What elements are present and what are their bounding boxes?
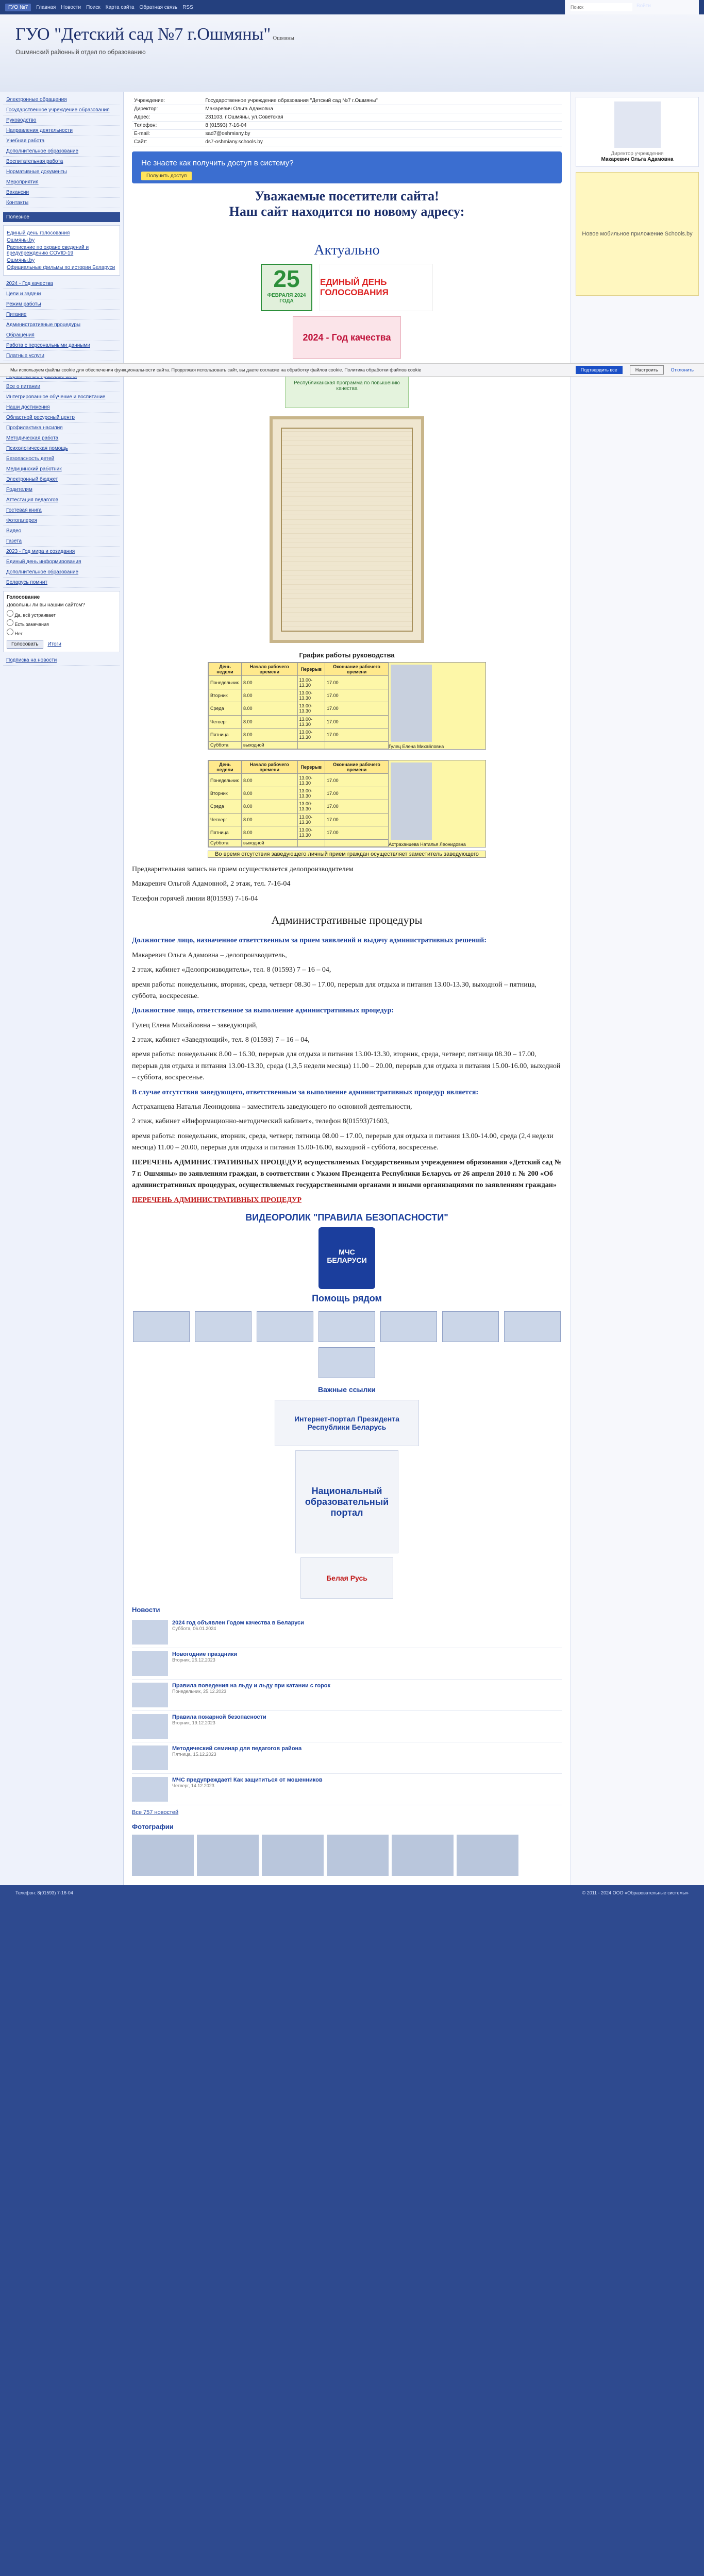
schedule-cell: выходной	[241, 839, 297, 846]
photo-thumb[interactable]	[132, 1835, 194, 1876]
info-row	[132, 97, 562, 105]
intro-text: Макаревич Ольгой Адамовной, 2 этаж, тел. 7-16-04	[132, 880, 291, 888]
sidebar-menu-item[interactable]: Питание	[3, 310, 120, 320]
sidebar-item[interactable]: Направления деятельности	[3, 126, 120, 136]
info-label: Телефон:	[132, 122, 203, 130]
sidebar-item[interactable]: Учебная работа	[3, 136, 120, 146]
poll-results-link[interactable]: Итоги	[47, 641, 61, 647]
photo-strip	[132, 1835, 562, 1876]
director-role: Директор учреждения	[611, 151, 664, 157]
schedule-cell: 17.00	[325, 813, 389, 826]
vote-button[interactable]: Голосовать	[7, 640, 43, 649]
schedule-cell	[325, 839, 389, 846]
sidebar-menu-item[interactable]: Платные услуги	[3, 351, 120, 361]
intro-text: Предварительная запись на прием осуществляется делопроизводителем	[132, 866, 354, 873]
photo-thumb[interactable]	[392, 1835, 454, 1876]
director-name: Макаревич Ольга Адамовна	[601, 157, 674, 162]
schedule-cell: 8.00	[241, 813, 297, 826]
schedule-header: Перерыв	[297, 761, 325, 774]
cookie-settings-button[interactable]: Настроить	[630, 365, 664, 375]
news-title[interactable]: 2024 год объявлен Годом качества в Беларуси	[172, 1620, 304, 1626]
top-bar	[0, 0, 704, 14]
news-date: Понедельник, 25.12.2023	[172, 1689, 227, 1694]
news-title[interactable]: МЧС предупреждает! Как защититься от мошенников	[172, 1777, 323, 1784]
schedule-card-1	[208, 662, 486, 750]
section-heading: Должностное лицо, ответственное за выполнение административных процедур:	[132, 1007, 394, 1015]
sidebar-info-link[interactable]: Расписание по охране сведений и предупреждению COVID-19	[7, 245, 89, 256]
news-title[interactable]: Правила пожарной безопасности	[172, 1714, 266, 1721]
edu-portal-link[interactable]: Национальный образовательный портал	[295, 1450, 398, 1553]
schedule-cell: 8.00	[241, 800, 297, 813]
info-row	[132, 113, 562, 122]
schedule-cell: Суббота	[209, 741, 242, 749]
photos-heading: Фотографии	[132, 1823, 174, 1831]
news-item[interactable]	[132, 1742, 562, 1774]
notice-line-2: Наш сайт находится по новому адресу:	[229, 204, 465, 219]
sidebar-menu-item[interactable]: Работа с персональными данными	[3, 341, 120, 351]
right-sidebar	[570, 92, 704, 1885]
schedule-row	[209, 787, 389, 800]
schedule-row	[209, 800, 389, 813]
schedule-cell: Понедельник	[209, 676, 242, 689]
schedule-cell: 17.00	[325, 774, 389, 787]
site-header	[0, 14, 704, 92]
poll-question: Довольны ли вы нашим сайтом?	[7, 602, 85, 608]
sidebar-menu-item[interactable]: Обращения	[3, 330, 120, 341]
sidebar-item[interactable]: Контакты	[3, 198, 120, 208]
top-link-home[interactable]: Главная	[36, 4, 56, 10]
sidebar-info-link[interactable]: Ошмяны.by	[7, 238, 35, 243]
info-row	[132, 105, 562, 113]
schedule-cell: 17.00	[325, 728, 389, 741]
news-title[interactable]: Правила поведения на льду и льду при катании с горок	[172, 1683, 331, 1689]
schedule-header: Окончание рабочего времени	[325, 761, 389, 774]
sidebar-menu	[3, 279, 120, 588]
sidebar-menu-item[interactable]: Интегрированное обучение и воспитание	[3, 392, 120, 402]
news-title[interactable]: Новогодние праздники	[172, 1651, 238, 1658]
sidebar-item[interactable]: Государственное учреждение образования	[3, 105, 120, 115]
schedule-cell: 13.00-13.30	[297, 813, 325, 826]
cookie-reject-button[interactable]: Отклонить	[671, 367, 694, 372]
schedule-cell	[297, 741, 325, 749]
admin-content	[132, 864, 562, 1206]
schedule-cell: 8.00	[241, 715, 297, 728]
sidebar-item[interactable]: Электронные обращения	[3, 95, 120, 105]
schedule-title: График работы руководства	[299, 651, 395, 659]
sidebar-menu-item[interactable]: Беларусь помнит	[3, 578, 120, 588]
banner-thumb[interactable]	[504, 1311, 561, 1342]
news-date: Четверг, 14.12.2023	[172, 1783, 214, 1789]
news-thumb[interactable]	[132, 1620, 168, 1645]
vote-logo: ЕДИНЫЙ ДЕНЬ ГОЛОСОВАНИЯ	[320, 264, 433, 311]
banner-cta-button[interactable]: Получить доступ	[141, 172, 192, 180]
schedule-cell: 17.00	[325, 826, 389, 839]
sidebar-info-link[interactable]: Единый день голосования	[7, 230, 70, 236]
schedule-cell: Четверг	[209, 813, 242, 826]
info-label: Директор:	[132, 105, 203, 113]
info-value: 231103, г.Ошмяны, ул.Советская	[203, 113, 562, 122]
vote-date-card: 25 ФЕВРАЛЯ 2024 ГОДА	[261, 264, 312, 311]
news-thumb[interactable]	[132, 1651, 168, 1676]
schedule-cell: 17.00	[325, 715, 389, 728]
sidebar-menu-item[interactable]: Цели и задачи	[3, 289, 120, 299]
poll-option[interactable]: Да, всё устраивает	[7, 610, 116, 618]
news-thumb[interactable]	[132, 1683, 168, 1707]
certificate-image	[270, 416, 424, 643]
notice-line-1: Уважаемые посетители сайта!	[255, 189, 439, 204]
schedule-cell: Суббота	[209, 839, 242, 846]
photo-thumb[interactable]	[197, 1835, 259, 1876]
site-footer	[0, 1885, 704, 1901]
sidebar-menu-item[interactable]: Электронный бюджет	[3, 474, 120, 485]
schedule-row	[209, 813, 389, 826]
top-link-rss[interactable]: RSS	[182, 4, 193, 10]
sidebar-menu-item[interactable]: Профилактика насилия	[3, 423, 120, 433]
photo-thumb[interactable]	[262, 1835, 324, 1876]
poll-box	[3, 591, 120, 652]
banner-question: Не знаете как получить доступ в систему?	[141, 159, 294, 167]
sidebar-menu-item[interactable]: Родителям	[3, 485, 120, 495]
info-value: Государственное учреждение образования "Детский сад №7 г.Ошмяны"	[203, 97, 562, 105]
info-row	[132, 130, 562, 138]
admin-procedures-link[interactable]: ПЕРЕЧЕНЬ АДМИНИСТРАТИВНЫХ ПРОЦЕДУР	[132, 1196, 302, 1204]
news-item[interactable]	[132, 1617, 562, 1648]
schedule-cell: 13.00-13.30	[297, 774, 325, 787]
sidebar-menu-item[interactable]: Дополнительное образование	[3, 567, 120, 578]
quality-program-banner[interactable]: Республиканская программа по повышению качества	[285, 364, 409, 408]
schedule-cell: 13.00-13.30	[297, 728, 325, 741]
person-photo	[391, 665, 432, 742]
quality-year-banner[interactable]: 2024 - Год качества	[293, 316, 401, 359]
paragraph: 2 этаж, кабинет «Заведующий», тел. 8 (01593) 7 – 16 – 04,	[132, 1036, 310, 1044]
banner-thumb[interactable]	[380, 1311, 437, 1342]
photo-thumb[interactable]	[457, 1835, 518, 1876]
info-value: ds7-oshmiany.schools.by	[203, 138, 562, 146]
sidebar-menu-item[interactable]: Газета	[3, 536, 120, 547]
info-table	[132, 97, 562, 146]
banner-grid	[132, 1311, 562, 1378]
schedule-cell: Вторник	[209, 689, 242, 702]
paragraph: время работы: понедельник, вторник, среда, четверг 08.30 – 17.00, перерыв для отдыха и питания 13.00-13.30, выходной – пятница, суббота, воскресенье.	[132, 980, 537, 1000]
banner-thumb[interactable]	[133, 1311, 190, 1342]
schedule-row	[209, 689, 389, 702]
sidebar-menu-item[interactable]: Административные процедуры	[3, 320, 120, 330]
news-date: Пятница, 15.12.2023	[172, 1752, 216, 1757]
sidebar-menu-item[interactable]: Медицинский работник	[3, 464, 120, 474]
director-card	[576, 97, 699, 167]
sidebar-menu-item[interactable]: Гостевая книга	[3, 505, 120, 516]
schedule-cell: 8.00	[241, 787, 297, 800]
schedule-cell: 8.00	[241, 702, 297, 715]
paragraph: 2 этаж, кабинет «Делопроизводитель», тел. 8 (01593) 7 – 16 – 04,	[132, 966, 331, 974]
schedule-row	[209, 676, 389, 689]
search-input[interactable]	[571, 3, 632, 11]
top-link-sitemap[interactable]: Карта сайта	[105, 4, 135, 10]
news-list	[132, 1617, 562, 1805]
subscribe-link[interactable]: Подписка на новости	[3, 655, 120, 666]
schedule-cell: Среда	[209, 800, 242, 813]
news-item[interactable]	[132, 1711, 562, 1742]
schedule-cell: 13.00-13.30	[297, 715, 325, 728]
schedule-header: Окончание рабочего времени	[325, 663, 389, 676]
person-photo	[391, 762, 432, 840]
news-thumb[interactable]	[132, 1714, 168, 1739]
vote-banner[interactable]	[132, 264, 562, 311]
login-link[interactable]: Войти	[636, 3, 651, 9]
schedule-cell: 13.00-13.30	[297, 676, 325, 689]
schedule-header: Начало рабочего времени	[241, 761, 297, 774]
sidebar-menu-item[interactable]: 2024 - Год качества	[3, 279, 120, 289]
sidebar-item[interactable]: Руководство	[3, 115, 120, 126]
schedule-cell: Четверг	[209, 715, 242, 728]
sidebar-info-heading: Полезное	[3, 212, 120, 222]
info-label: Адрес:	[132, 113, 203, 122]
schedule-cell: 17.00	[325, 676, 389, 689]
photo-thumb[interactable]	[327, 1835, 389, 1876]
schedule-cell: Понедельник	[209, 774, 242, 787]
left-sidebar	[0, 92, 124, 1885]
sidebar-info-link[interactable]: Ошмяны.by	[7, 258, 35, 263]
mchs-banner[interactable]: МЧС БЕЛАРУСИ	[319, 1227, 375, 1289]
schedule-note: Во время отсутствия заведующего личный прием граждан осуществляет заместитель заведующего	[208, 851, 486, 858]
footer-copyright: © 2011 - 2024 ООО «Образовательные системы»	[582, 1890, 689, 1896]
schedule-cell: 8.00	[241, 728, 297, 741]
schedule-cell: 8.00	[241, 689, 297, 702]
poll-option[interactable]: Нет	[7, 629, 116, 636]
news-thumb[interactable]	[132, 1777, 168, 1802]
person-name: Астраханцева Наталья Леонидовна	[389, 842, 466, 847]
schedule-cell: Пятница	[209, 826, 242, 839]
director-photo	[614, 101, 661, 148]
sidebar-menu-item[interactable]: Методическая работа	[3, 433, 120, 444]
person-name: Гулец Елена Михайловна	[389, 744, 444, 749]
cookie-text: Мы используем файлы cookie для обеспечения функциональности сайта. Продолжая использовать сайт, вы даете согласие на обработку файлов cookie. Политика обработки файлов cookie	[10, 367, 422, 372]
schedule-cell: 8.00	[241, 676, 297, 689]
sidebar-menu-item[interactable]: Наши достижения	[3, 402, 120, 413]
links-heading: Важные ссылки	[318, 1385, 376, 1394]
banner-thumb[interactable]	[319, 1311, 375, 1342]
section-heading: В случае отсутствия заведующего, ответственным за выполнение административных процедур является:	[132, 1088, 479, 1096]
schedule-row	[209, 826, 389, 839]
page-container	[0, 92, 704, 1885]
schedule-cell: Вторник	[209, 787, 242, 800]
schedule-header: День недели	[209, 761, 242, 774]
info-value: 8 (01593) 7-16-04	[203, 122, 562, 130]
all-news-link[interactable]: Все 757 новостей	[132, 1809, 179, 1816]
news-item[interactable]	[132, 1680, 562, 1711]
paragraph: ПЕРЕЧЕНЬ АДМИНИСТРАТИВНЫХ ПРОЦЕДУР, осуществляемых Государственным учреждением образования «Детский сад № 7 г. Ошмяны» по заявлениям граждан, в соответствии с Указом Президента Республики Беларусь от 26 апреля 2010 г. № 200 «Об административных процедурах, осуществляемых государственными органами и иными организациями по заявлениям граждан»	[132, 1158, 562, 1190]
schedule-row	[209, 741, 389, 749]
paragraph: 2 этаж, кабинет «Информационно-методический кабинет», телефон 8(01593)71603,	[132, 1117, 389, 1126]
sidebar-menu-item[interactable]: Режим работы	[3, 299, 120, 310]
news-item[interactable]	[132, 1648, 562, 1680]
schedule-cell: 8.00	[241, 774, 297, 787]
paragraph: время работы: понедельник, вторник, среда, четверг, пятница 08.00 – 17.00, перерыв для отдыха и питания 13.00-14.00, среда (2,4 недели месяца) 11.00 – 20.00, перерыв для отдыха и питания 15.00-16.00, выходной - суббота, воскресенье.	[132, 1132, 554, 1152]
section-heading: Должностное лицо, назначенное ответственным за прием заявлений и выдачу административных решений:	[132, 937, 487, 945]
sidebar-info-link[interactable]: Официальные фильмы по истории Беларуси	[7, 265, 115, 270]
news-item[interactable]	[132, 1774, 562, 1805]
info-row	[132, 122, 562, 130]
news-heading: Новости	[132, 1606, 160, 1614]
access-banner	[132, 151, 562, 183]
schedule-cell: 17.00	[325, 787, 389, 800]
site-title: ГУО "Детский сад №7 г.Ошмяны" Ошмяны	[15, 25, 294, 44]
schedule-cell: 13.00-13.30	[297, 800, 325, 813]
sidebar-menu-item[interactable]: Видео	[3, 526, 120, 536]
banner-thumb[interactable]	[257, 1311, 313, 1342]
schedule-row	[209, 702, 389, 715]
schedule-cell: 13.00-13.30	[297, 702, 325, 715]
banner-thumb[interactable]	[319, 1347, 375, 1378]
poll-option[interactable]: Есть замечания	[7, 619, 116, 627]
top-link-news[interactable]: Новости	[61, 4, 81, 10]
news-thumb[interactable]	[132, 1745, 168, 1770]
sidebar-item[interactable]: Воспитательная работа	[3, 157, 120, 167]
paragraph: Макаревич Ольга Адамовна – делопроизводитель,	[132, 951, 287, 959]
intro-text: Телефон горячей линии 8(01593) 7-16-04	[132, 894, 258, 903]
schedule-row	[209, 774, 389, 787]
schedule-row	[209, 839, 389, 846]
top-link-feedback[interactable]: Обратная связь	[139, 4, 178, 10]
schedule-cell: 13.00-13.30	[297, 787, 325, 800]
schedule-cell: 13.00-13.30	[297, 826, 325, 839]
schedule-cell: 17.00	[325, 800, 389, 813]
schedule-cell: 17.00	[325, 689, 389, 702]
schedule-cell: 13.00-13.30	[297, 689, 325, 702]
schedule-card-2	[208, 760, 486, 848]
news-date: Суббота, 06.01.2024	[172, 1626, 216, 1632]
schedule-header: Начало рабочего времени	[241, 663, 297, 676]
site-logo[interactable]: ГУО №7	[5, 4, 31, 11]
schedule-row	[209, 728, 389, 741]
paragraph: время работы: понедельник 8.00 – 16.30, перерыв для отдыха и питания 13.00-13.30, вторник, среда, четверг, пятница 08.30 – 17.00, перерыв для отдыха и питания 13.00-13.30, среда (1,3,5 недели месяца) 11.00 – 20.00, перерыв для отдыха и питания 15.00-16.00, выходной – суббота, воскресенье.	[132, 1050, 561, 1082]
sidebar-item[interactable]: Дополнительное образование	[3, 146, 120, 157]
schedule-cell: Пятница	[209, 728, 242, 741]
sidebar-menu-item[interactable]: Психологическая помощь	[3, 444, 120, 454]
paragraph: Астраханцева Наталья Леонидовна – заместитель заведующего по основной деятельности,	[132, 1103, 412, 1111]
schedule-cell	[297, 839, 325, 846]
info-value: Макаревич Ольга Адамовна	[203, 105, 562, 113]
news-date: Вторник, 19.12.2023	[172, 1720, 215, 1726]
poll-heading: Голосование	[7, 595, 40, 600]
sidebar-menu-item[interactable]: Аттестация педагогов	[3, 495, 120, 505]
president-portal-link[interactable]: Интернет-портал Президента Республики Беларусь	[275, 1400, 419, 1446]
schedule-cell: Среда	[209, 702, 242, 715]
sidebar-item[interactable]: Нормативные документы	[3, 167, 120, 177]
sidebar-menu-item[interactable]: Все о питании	[3, 382, 120, 392]
info-label: Сайт:	[132, 138, 203, 146]
info-row	[132, 138, 562, 146]
top-link-search[interactable]: Поиск	[86, 4, 100, 10]
info-value: sad7@oshmiany.by	[203, 130, 562, 138]
schedule-cell: 8.00	[241, 826, 297, 839]
schedule-cell: 17.00	[325, 702, 389, 715]
schedule-row	[209, 715, 389, 728]
schedule-header: Перерыв	[297, 663, 325, 676]
actual-heading: Актуально	[314, 242, 380, 258]
cookie-accept-button[interactable]: Подтвердить все	[576, 366, 623, 374]
banner-thumb[interactable]	[442, 1311, 499, 1342]
sidebar-info-box	[3, 225, 120, 276]
app-ad[interactable]: Новое мобильное приложение Schools.by	[576, 172, 699, 296]
info-label: Учреждение:	[132, 97, 203, 105]
main-content	[124, 92, 570, 1885]
footer-phone: Телефон: 8(01593) 7-16-04	[15, 1890, 73, 1896]
banner-thumb[interactable]	[195, 1311, 252, 1342]
admin-title: Административные процедуры	[271, 913, 423, 927]
sidebar-menu-item[interactable]: 2023 - Год мира и созидания	[3, 547, 120, 557]
sidebar-menu-item[interactable]: Безопасность детей	[3, 454, 120, 464]
video-title: ВИДЕОРОЛИК "ПРАВИЛА БЕЗОПАСНОСТИ"	[245, 1212, 448, 1223]
sidebar-item[interactable]: Вакансии	[3, 188, 120, 198]
cookie-banner	[0, 363, 704, 377]
info-label: E-mail:	[132, 130, 203, 138]
news-date: Вторник, 26.12.2023	[172, 1657, 215, 1663]
sidebar-menu-item[interactable]: Областной ресурсный центр	[3, 413, 120, 423]
news-title[interactable]: Методический семинар для педагогов района	[172, 1745, 302, 1752]
help-link[interactable]: Помощь рядом	[312, 1293, 382, 1304]
schedule-cell	[325, 741, 389, 749]
schedule-header-row	[209, 663, 389, 676]
sidebar-item[interactable]: Мероприятия	[3, 177, 120, 188]
schedule-header-row	[209, 761, 389, 774]
sidebar-menu-item[interactable]: Единый день информирования	[3, 557, 120, 567]
paragraph: Гулец Елена Михайловна – заведующий,	[132, 1021, 258, 1029]
site-subtitle: Ошмянский районный отдел по образованию	[15, 48, 146, 56]
belaya-rus-link[interactable]: Белая Русь	[300, 1557, 393, 1599]
schedule-header: День недели	[209, 663, 242, 676]
schedule-cell: выходной	[241, 741, 297, 749]
sidebar-menu-item[interactable]: Фотогалерея	[3, 516, 120, 526]
